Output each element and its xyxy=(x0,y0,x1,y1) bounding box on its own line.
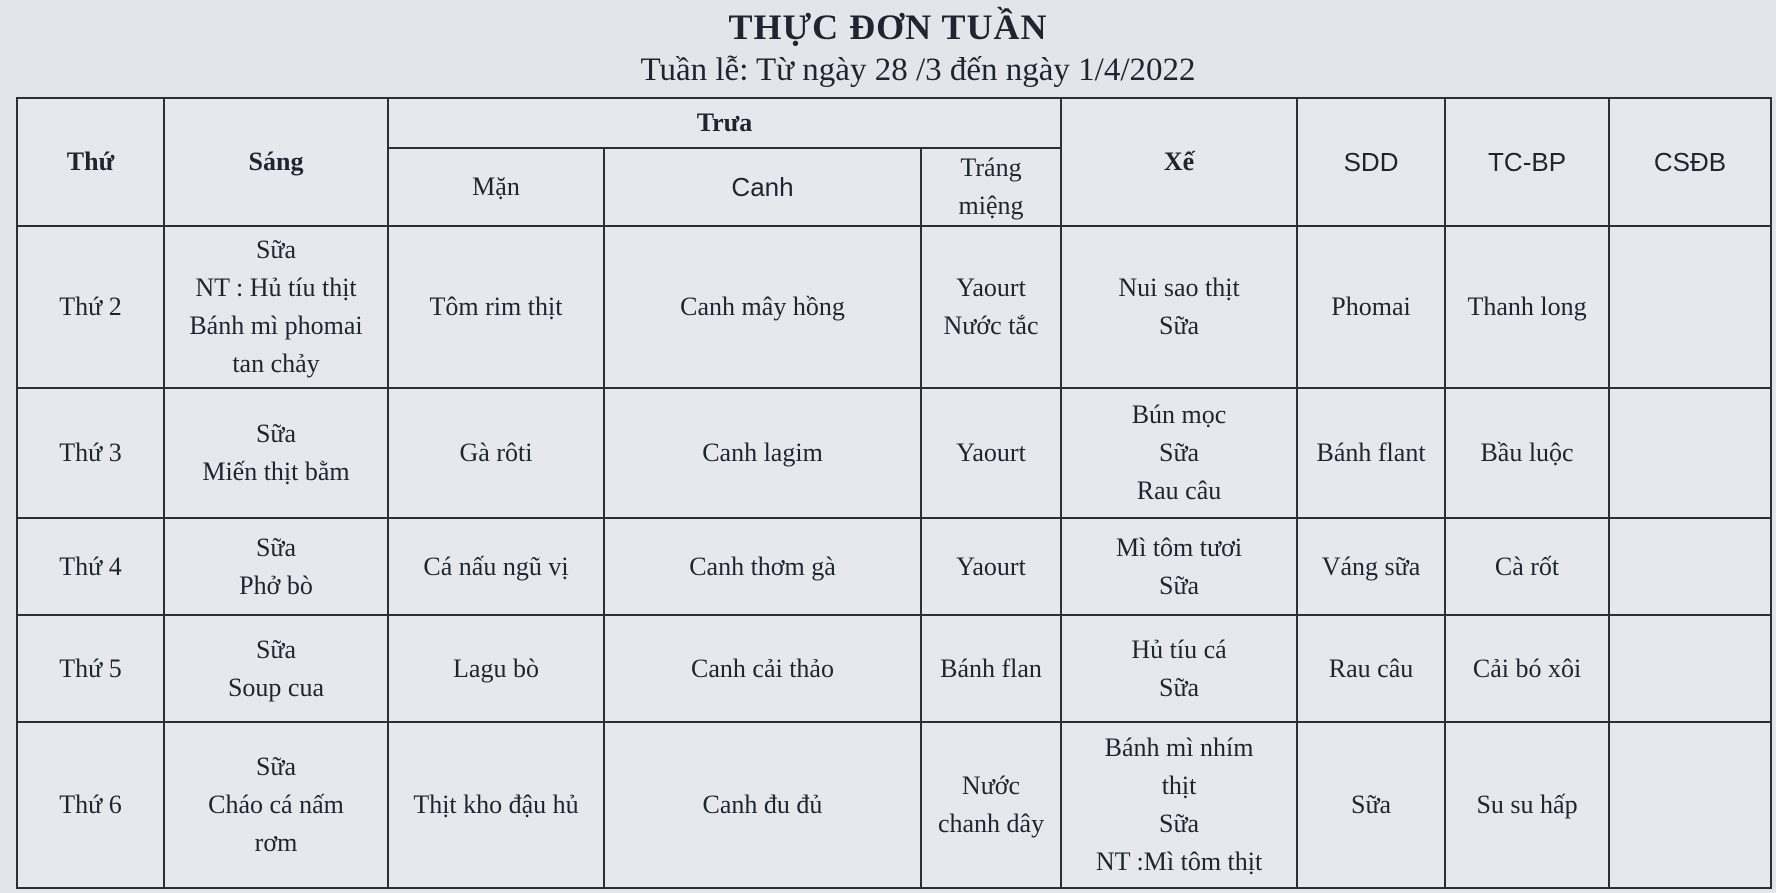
cell-line: Soup cua xyxy=(227,672,325,702)
cell-xe xyxy=(1061,518,1297,615)
cell-line: Sữa xyxy=(1158,809,1200,838)
weekly-menu-table xyxy=(16,97,1772,889)
cell-line: Nước tắc xyxy=(943,311,1039,340)
cell-line: Hủ tíu cá xyxy=(1131,634,1227,664)
cell-thu: Thứ 4 xyxy=(17,518,164,615)
cell-canh: Canh mây hồng xyxy=(604,226,921,388)
table-row xyxy=(17,722,1771,888)
cell-sdd: Váng sữa xyxy=(1297,518,1445,615)
header-xe: Xế xyxy=(1061,98,1297,226)
cell-line: NT :Mì tôm thịt xyxy=(1095,847,1263,876)
header-canh: Canh xyxy=(604,148,921,226)
cell-tcbp: Cải bó xôi xyxy=(1445,615,1609,722)
cell-line: Yaourt xyxy=(956,438,1026,467)
cell-line: Bún mọc xyxy=(1131,400,1227,429)
cell-line: Miến thịt bằm xyxy=(202,457,350,486)
cell-line: Nước xyxy=(961,771,1021,800)
cell-sdd: Phomai xyxy=(1297,226,1445,388)
cell-line: Rau câu xyxy=(1136,476,1222,505)
cell-tcbp: Bầu luộc xyxy=(1445,388,1609,518)
cell-line: Phở bò xyxy=(239,570,313,600)
header-thu: Thứ xyxy=(17,98,164,226)
cell-tcbp: Cà rốt xyxy=(1445,518,1609,615)
cell-line: Sữa xyxy=(255,419,297,448)
cell-sdd: Sữa xyxy=(1297,722,1445,888)
cell-sang xyxy=(164,388,388,518)
cell-thu: Thứ 3 xyxy=(17,388,164,518)
cell-man: Gà rôti xyxy=(388,388,604,518)
cell-line: Sữa xyxy=(1158,570,1200,600)
cell-xe xyxy=(1061,388,1297,518)
table-row xyxy=(17,388,1771,518)
cell-line: Sữa xyxy=(255,752,297,781)
cell-man: Cá nấu ngũ vị xyxy=(388,518,604,615)
page-title: THỰC ĐƠN TUẦN xyxy=(728,7,1048,47)
cell-line: Cháo cá nấm xyxy=(208,790,344,819)
cell-man: Lagu bò xyxy=(388,615,604,722)
page-subtitle: Tuần lễ: Từ ngày 28 /3 đến ngày 1/4/2022 xyxy=(640,52,1196,88)
cell-xe xyxy=(1061,615,1297,722)
cell-line: Bánh mì phomai xyxy=(189,311,363,340)
cell-xe xyxy=(1061,722,1297,888)
cell-csdb xyxy=(1609,388,1771,518)
cell-thu: Thứ 6 xyxy=(17,722,164,888)
menu-body xyxy=(17,226,1771,888)
cell-line: Mì tôm tươi xyxy=(1115,532,1243,562)
cell-man: Tôm rim thịt xyxy=(388,226,604,388)
cell-line: NT : Hủ tíu thịt xyxy=(195,273,357,302)
cell-sdd: Bánh flant xyxy=(1297,388,1445,518)
cell-thu: Thứ 5 xyxy=(17,615,164,722)
cell-line: chanh dây xyxy=(937,809,1045,838)
cell-line: Bánh mì nhím xyxy=(1104,733,1254,762)
cell-canh: Canh lagim xyxy=(604,388,921,518)
cell-line: Yaourt xyxy=(956,273,1026,302)
cell-line: Sữa xyxy=(255,532,297,562)
cell-trang-mieng xyxy=(921,615,1061,722)
cell-trang-mieng xyxy=(921,722,1061,888)
cell-tcbp: Su su hấp xyxy=(1445,722,1609,888)
cell-xe xyxy=(1061,226,1297,388)
cell-tcbp: Thanh long xyxy=(1445,226,1609,388)
cell-canh: Canh thơm gà xyxy=(604,518,921,615)
cell-trang-mieng xyxy=(921,388,1061,518)
cell-line: Sữa xyxy=(1158,438,1200,467)
table-row xyxy=(17,226,1771,388)
header-sang: Sáng xyxy=(164,98,388,226)
cell-canh: Canh cải thảo xyxy=(604,615,921,722)
cell-line: Sữa xyxy=(1158,311,1200,340)
cell-line: thịt xyxy=(1161,771,1197,800)
header-csdb: CSĐB xyxy=(1609,98,1771,226)
table-row xyxy=(17,518,1771,615)
header-sdd: SDD xyxy=(1297,98,1445,226)
cell-csdb xyxy=(1609,722,1771,888)
cell-sang xyxy=(164,722,388,888)
cell-line: Yaourt xyxy=(956,551,1026,581)
header-man: Mặn xyxy=(388,148,604,226)
cell-trang-mieng xyxy=(921,518,1061,615)
cell-thu: Thứ 2 xyxy=(17,226,164,388)
cell-line: Sữa xyxy=(255,634,297,664)
cell-man: Thịt kho đậu hủ xyxy=(388,722,604,888)
cell-line: rơm xyxy=(254,828,298,857)
cell-canh: Canh đu đủ xyxy=(604,722,921,888)
cell-csdb xyxy=(1609,518,1771,615)
header-trua: Trưa xyxy=(388,98,1061,148)
cell-sang xyxy=(164,615,388,722)
cell-csdb xyxy=(1609,226,1771,388)
cell-line: Nui sao thịt xyxy=(1118,273,1240,302)
cell-line: Sữa xyxy=(1158,672,1200,702)
cell-line: Sữa xyxy=(255,235,297,264)
cell-line: Bánh flan xyxy=(940,653,1042,683)
header-trang-mieng: Tráng miệng xyxy=(921,148,1061,226)
cell-line: tan chảy xyxy=(232,349,320,378)
header-tcbp: TC-BP xyxy=(1445,98,1609,226)
table-row xyxy=(17,615,1771,722)
cell-sdd: Rau câu xyxy=(1297,615,1445,722)
cell-trang-mieng xyxy=(921,226,1061,388)
cell-sang xyxy=(164,226,388,388)
cell-sang xyxy=(164,518,388,615)
cell-csdb xyxy=(1609,615,1771,722)
